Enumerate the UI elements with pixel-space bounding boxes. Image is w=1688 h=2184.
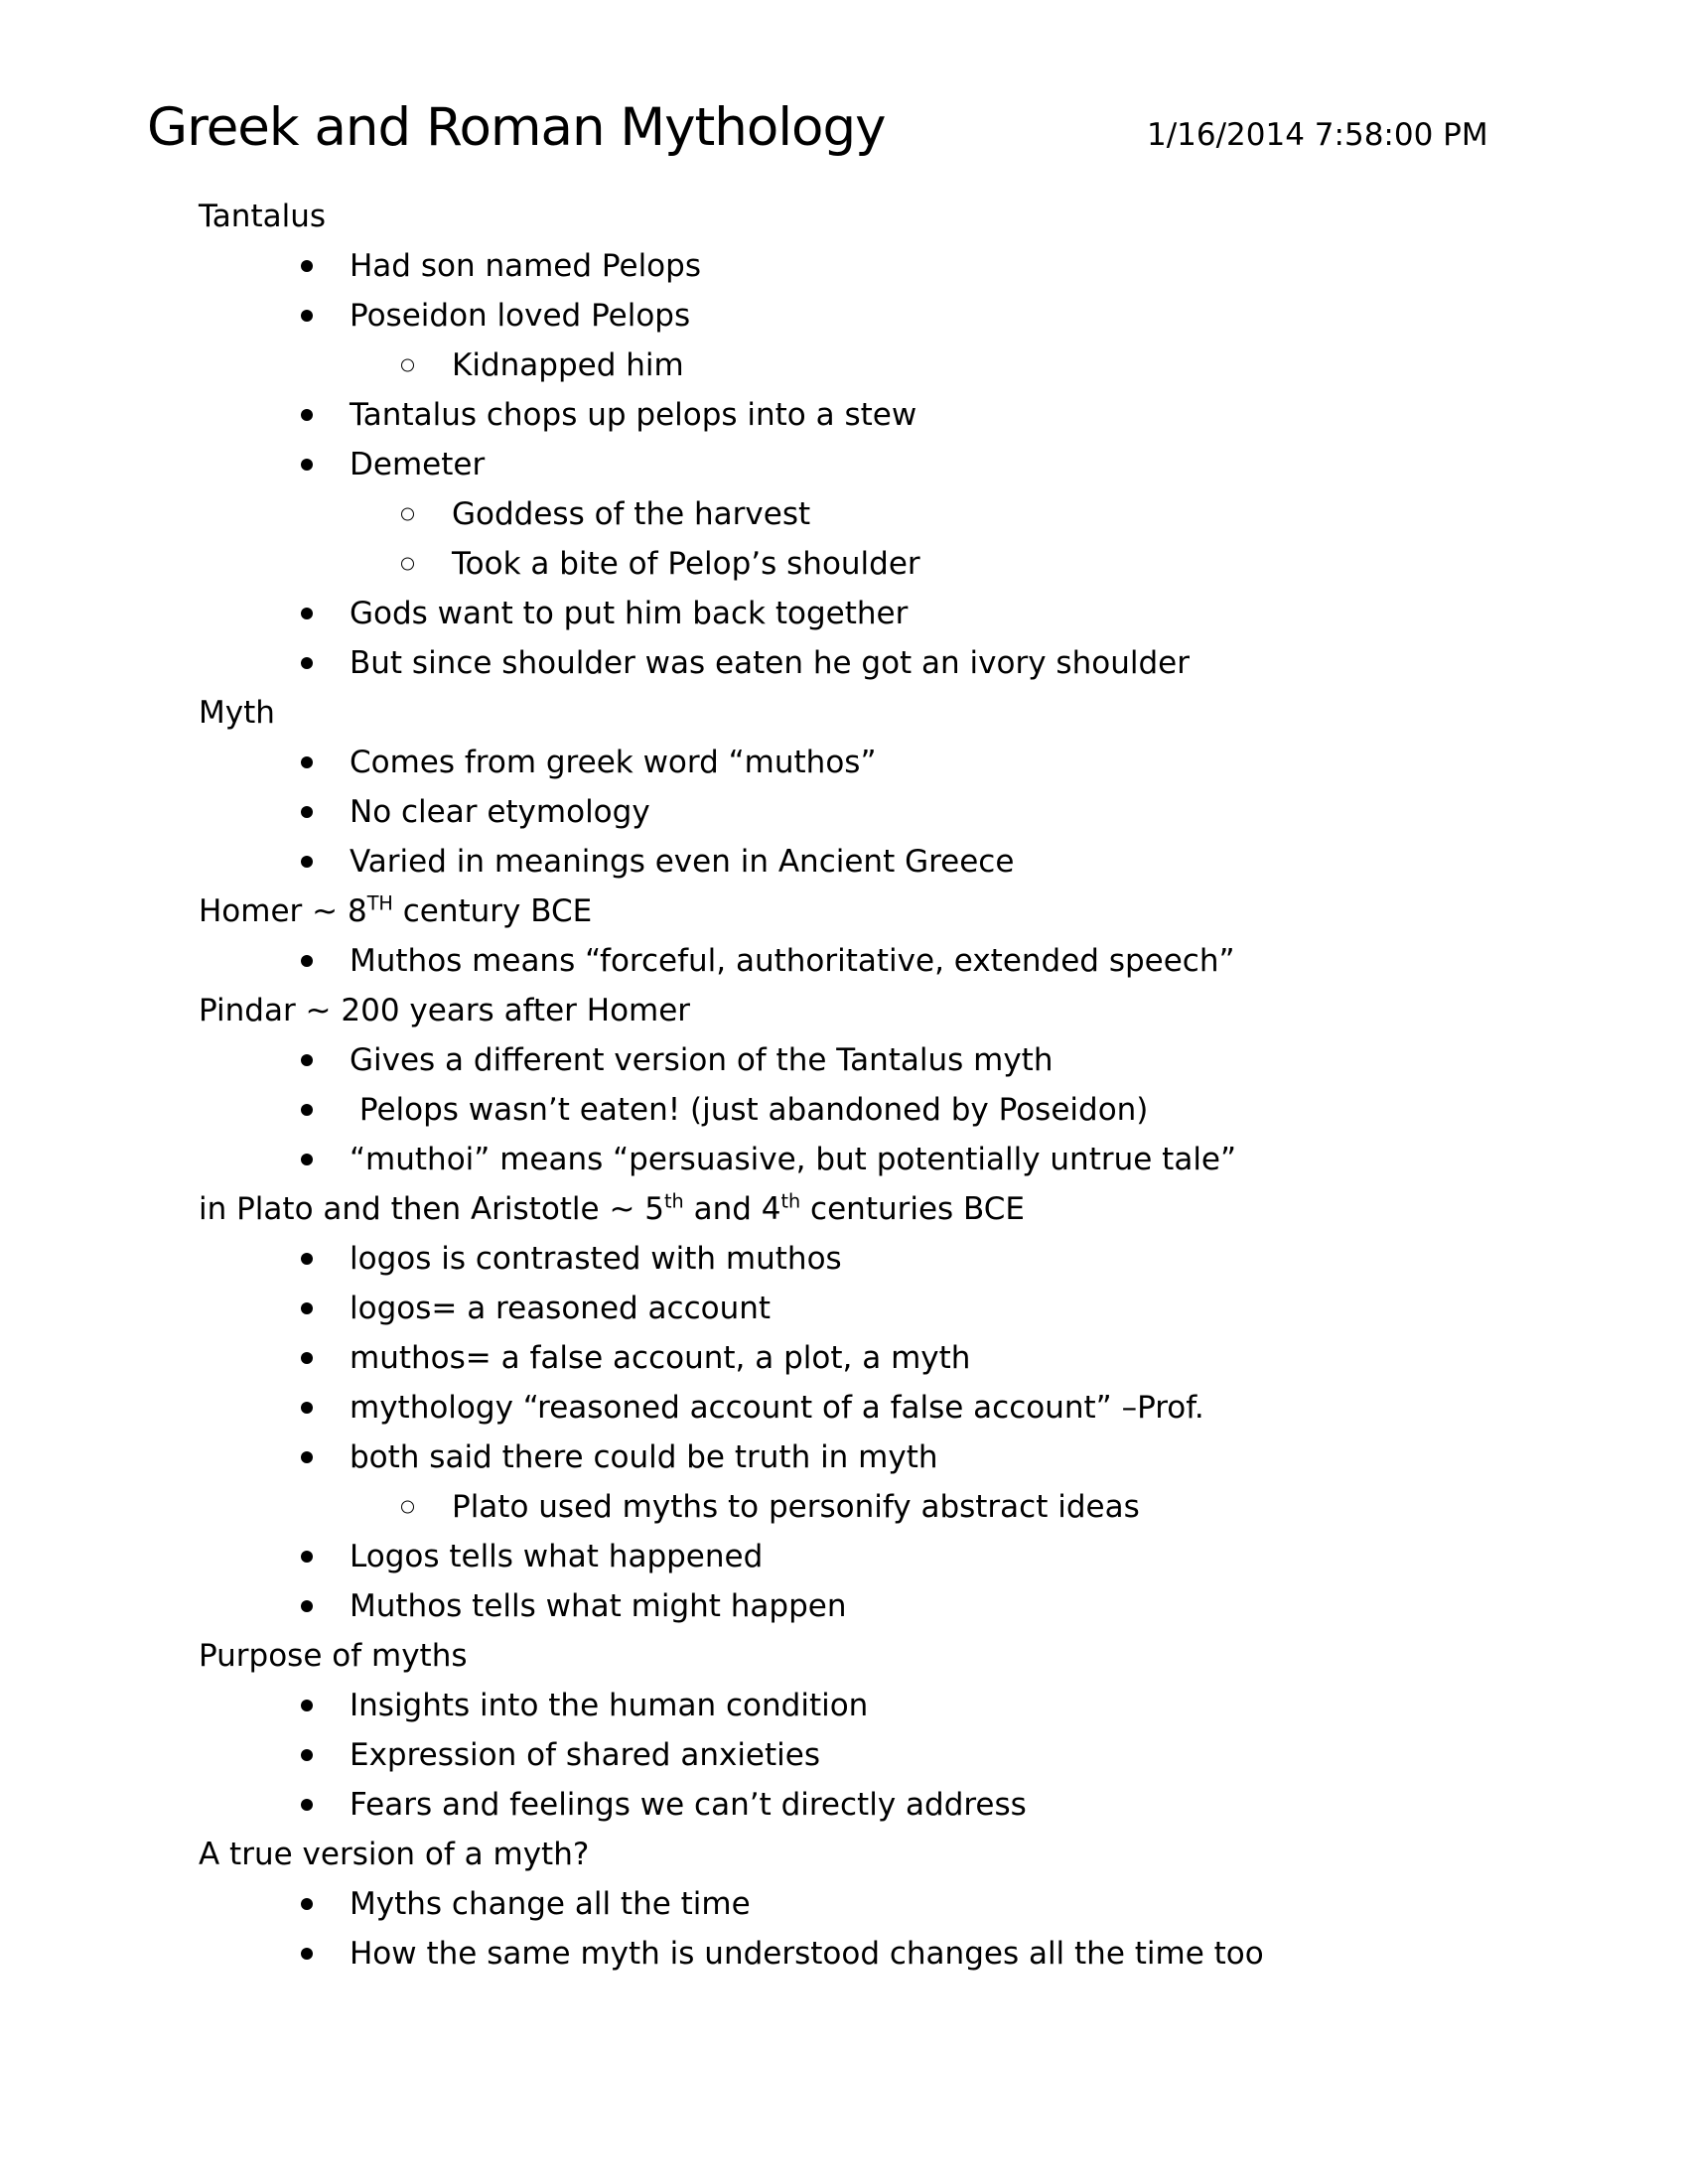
bullet-disc-icon (301, 856, 313, 868)
bullet-disc-icon (301, 1749, 313, 1761)
line-text: Insights into the human condition (350, 1688, 869, 1723)
line-text: But since shoulder was eaten he got an ivory shoulder (350, 645, 1190, 681)
bullet-circle-icon (401, 1501, 414, 1514)
line-text: Myth (199, 695, 275, 731)
line-text: both said there could be truth in myth (350, 1439, 938, 1475)
list-item (0, 1879, 1688, 1929)
bullet-disc-icon (301, 608, 313, 619)
bullet-disc-icon (301, 1402, 313, 1414)
list-item (0, 936, 1688, 986)
section-heading (0, 1631, 1688, 1681)
document-timestamp: 1/16/2014 7:58:00 PM (1147, 117, 1488, 153)
list-item (0, 1035, 1688, 1085)
list-item (0, 241, 1688, 291)
list-item (0, 1681, 1688, 1730)
line-text: Comes from greek word “muthos” (350, 745, 877, 780)
list-item (0, 489, 1688, 539)
list-item (0, 440, 1688, 489)
list-item (0, 738, 1688, 787)
line-text: Myths change all the time (350, 1886, 751, 1922)
line-text: Goddess of the harvest (452, 496, 811, 532)
list-item (0, 1284, 1688, 1333)
line-text: Kidnapped him (452, 347, 684, 383)
list-item (0, 787, 1688, 837)
line-text: Plato used myths to personify abstract ideas (452, 1489, 1140, 1525)
line-text: Homer ~ 8TH century BCE (199, 891, 593, 929)
list-item (0, 1730, 1688, 1780)
line-text: Gives a different version of the Tantalus myth (350, 1042, 1054, 1078)
bullet-disc-icon (301, 260, 313, 272)
bullet-disc-icon (301, 1600, 313, 1612)
bullet-disc-icon (301, 310, 313, 322)
line-text: Pelops wasn’t eaten! (just abandoned by Poseidon) (350, 1092, 1149, 1128)
line-text: Fears and feelings we can’t directly address (350, 1787, 1027, 1823)
bullet-disc-icon (301, 459, 313, 471)
line-text: logos= a reasoned account (350, 1291, 772, 1326)
bullet-circle-icon (401, 508, 414, 521)
bullet-circle-icon (401, 359, 414, 372)
line-text: Pindar ~ 200 years after Homer (199, 993, 691, 1028)
bullet-disc-icon (301, 1352, 313, 1364)
bullet-disc-icon (301, 1799, 313, 1811)
bullet-disc-icon (301, 1054, 313, 1066)
line-text: Muthos means “forceful, authoritative, extended speech” (350, 943, 1235, 979)
line-text: Logos tells what happened (350, 1539, 764, 1574)
line-text: “muthoi” means “persuasive, but potentially untrue tale” (350, 1142, 1237, 1177)
bullet-disc-icon (301, 1154, 313, 1165)
list-item (0, 390, 1688, 440)
bullet-disc-icon (301, 1451, 313, 1463)
list-item (0, 1085, 1688, 1135)
line-text: Demeter (350, 447, 486, 482)
list-item (0, 1333, 1688, 1383)
bullet-disc-icon (301, 1898, 313, 1910)
list-item (0, 589, 1688, 638)
section-heading (0, 688, 1688, 738)
section-heading (0, 986, 1688, 1035)
page-title: Greek and Roman Mythology (147, 97, 886, 158)
line-text: in Plato and then Aristotle ~ 5th and 4th centuries BCE (199, 1189, 1026, 1227)
list-item (0, 1532, 1688, 1581)
line-text: mythology “reasoned account of a false account” –Prof. (350, 1390, 1204, 1426)
list-item (0, 1383, 1688, 1433)
list-item (0, 1135, 1688, 1184)
line-text: logos is contrasted with muthos (350, 1241, 842, 1277)
line-text: Varied in meanings even in Ancient Greece (350, 844, 1015, 880)
section-heading (0, 1184, 1688, 1234)
bullet-disc-icon (301, 657, 313, 669)
line-text: Muthos tells what might happen (350, 1588, 847, 1624)
list-item (0, 539, 1688, 589)
list-item (0, 837, 1688, 887)
line-text: A true version of a myth? (199, 1837, 590, 1872)
bullet-disc-icon (301, 409, 313, 421)
bullet-disc-icon (301, 1253, 313, 1265)
bullet-disc-icon (301, 806, 313, 818)
line-text: Expression of shared anxieties (350, 1737, 820, 1773)
bullet-disc-icon (301, 1104, 313, 1116)
line-text: Had son named Pelops (350, 248, 701, 284)
list-item (0, 1433, 1688, 1482)
line-text: Purpose of myths (199, 1638, 468, 1674)
bullet-disc-icon (301, 756, 313, 768)
line-text: muthos= a false account, a plot, a myth (350, 1340, 971, 1376)
section-heading (0, 1830, 1688, 1879)
bullet-disc-icon (301, 1302, 313, 1314)
list-item (0, 1581, 1688, 1631)
bullet-disc-icon (301, 1700, 313, 1711)
bullet-disc-icon (301, 1551, 313, 1563)
bullet-disc-icon (301, 1948, 313, 1960)
list-item (0, 1482, 1688, 1532)
notes-outline (0, 192, 1688, 1979)
list-item (0, 341, 1688, 390)
list-item (0, 1780, 1688, 1830)
line-text: Poseidon loved Pelops (350, 298, 691, 334)
bullet-circle-icon (401, 558, 414, 571)
section-heading (0, 887, 1688, 936)
line-text: Tantalus chops up pelops into a stew (350, 397, 917, 433)
list-item (0, 291, 1688, 341)
list-item (0, 1929, 1688, 1979)
line-text: No clear etymology (350, 794, 650, 830)
line-text: Took a bite of Pelop’s shoulder (452, 546, 920, 582)
line-text: How the same myth is understood changes all the time too (350, 1936, 1264, 1972)
section-heading (0, 192, 1688, 241)
line-text: Tantalus (199, 199, 327, 234)
bullet-disc-icon (301, 955, 313, 967)
line-text: Gods want to put him back together (350, 596, 909, 631)
list-item (0, 638, 1688, 688)
list-item (0, 1234, 1688, 1284)
